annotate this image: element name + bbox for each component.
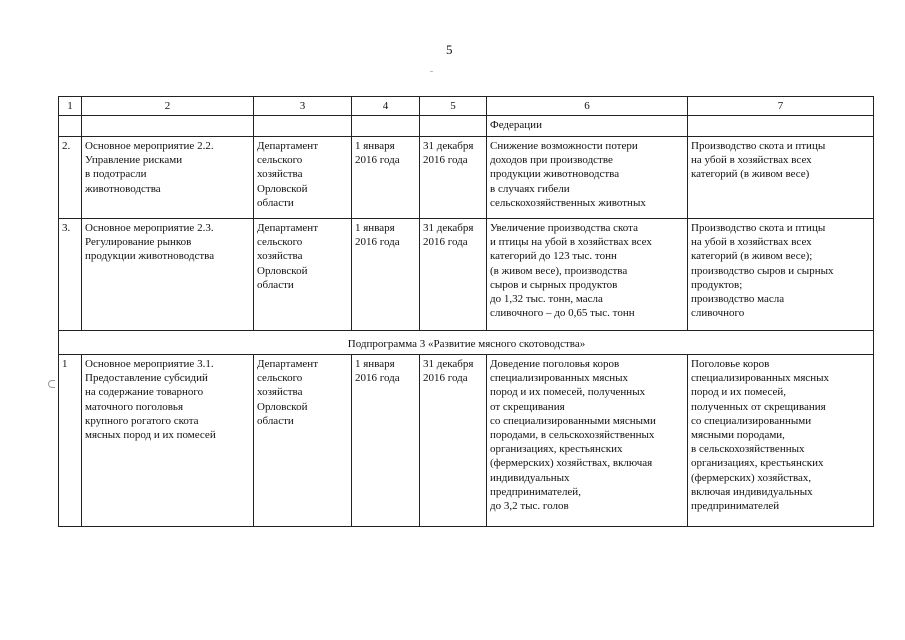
end-date-cell: 31 декабря 2016 года xyxy=(420,137,487,219)
measure-cell: Основное мероприятие 2.3. Регулирование рынков продукции животноводства xyxy=(82,219,254,331)
table-cell xyxy=(352,116,420,137)
table-cell: Федерации xyxy=(487,116,688,137)
header-cell: 5 xyxy=(420,97,487,116)
header-cell: 2 xyxy=(82,97,254,116)
measure-cell: Основное мероприятие 2.2. Управление рисками в подотрасли животноводства xyxy=(82,137,254,219)
end-date-cell: 31 декабря 2016 года xyxy=(420,355,487,527)
row-number: 1 xyxy=(59,355,82,527)
start-date-cell: 1 января 2016 года xyxy=(352,219,420,331)
table-header-row xyxy=(59,97,874,116)
start-date-cell: 1 января 2016 года xyxy=(352,355,420,527)
row-number: 2. xyxy=(59,137,82,219)
indicator-cell: Производство скота и птицы на убой в хозяйствах всех категорий (в живом весе); производство сыров и сырных продуктов; производство масла сливочного xyxy=(688,219,874,331)
result-cell: Увеличение производства скота и птицы на убой в хозяйствах всех категорий до 123 тыс. тонн (в живом весе), производства сыров и сырных продуктов до 1,32 тыс. тонн, масла сливочного – до 0,65 тыс. тонн xyxy=(487,219,688,331)
row-number: 3. xyxy=(59,219,82,331)
end-date-cell: 31 декабря 2016 года xyxy=(420,219,487,331)
table-row xyxy=(59,219,874,331)
scan-speck xyxy=(430,71,433,72)
result-cell: Снижение возможности потери доходов при производстве продукции животноводства в случаях гибели сельскохозяйственных животных xyxy=(487,137,688,219)
table-cell xyxy=(420,116,487,137)
executor-cell: Департамент сельского хозяйства Орловской области xyxy=(254,137,352,219)
header-cell: 6 xyxy=(487,97,688,116)
header-cell: 4 xyxy=(352,97,420,116)
table-cell xyxy=(688,116,874,137)
table-row xyxy=(59,137,874,219)
result-cell: Доведение поголовья коров специализированных мясных пород и их помесей, полученных от скрещивания со специализированными мясными породами, в сельскохозяйственных организациях, крестьянских (фермерских) хозяйствах, включая индивидуальных предпринимателей, до 3,2 тыс. голов xyxy=(487,355,688,527)
executor-cell: Департамент сельского хозяйства Орловской области xyxy=(254,219,352,331)
page-number: 5 xyxy=(446,42,453,57)
measures-table xyxy=(58,96,874,527)
table-row xyxy=(59,355,874,527)
indicator-cell: Производство скота и птицы на убой в хозяйствах всех категорий (в живом весе) xyxy=(688,137,874,219)
executor-cell: Департамент сельского хозяйства Орловской области xyxy=(254,355,352,527)
header-cell: 3 xyxy=(254,97,352,116)
table-cell xyxy=(59,116,82,137)
indicator-cell: Поголовье коров специализированных мясных пород и их помесей, полученных от скрещивания со специализированными мясными породами, в сельскохозяйственных организациях, крестьянских (фермерских) хозяйствах, включая индивидуальных предпринимателей xyxy=(688,355,874,527)
header-cell: 7 xyxy=(688,97,874,116)
table-cell xyxy=(254,116,352,137)
subprogram-title: Подпрограмма 3 «Развитие мясного скотоводства» xyxy=(59,331,874,355)
binding-mark xyxy=(48,380,55,388)
table-cell xyxy=(82,116,254,137)
header-cell: 1 xyxy=(59,97,82,116)
subprogram-row xyxy=(59,331,874,355)
start-date-cell: 1 января 2016 года xyxy=(352,137,420,219)
measure-cell: Основное мероприятие 3.1. Предоставление субсидий на содержание товарного маточного поголовья крупного рогатого скота мясных пород и их помесей xyxy=(82,355,254,527)
continuation-row xyxy=(59,116,874,137)
